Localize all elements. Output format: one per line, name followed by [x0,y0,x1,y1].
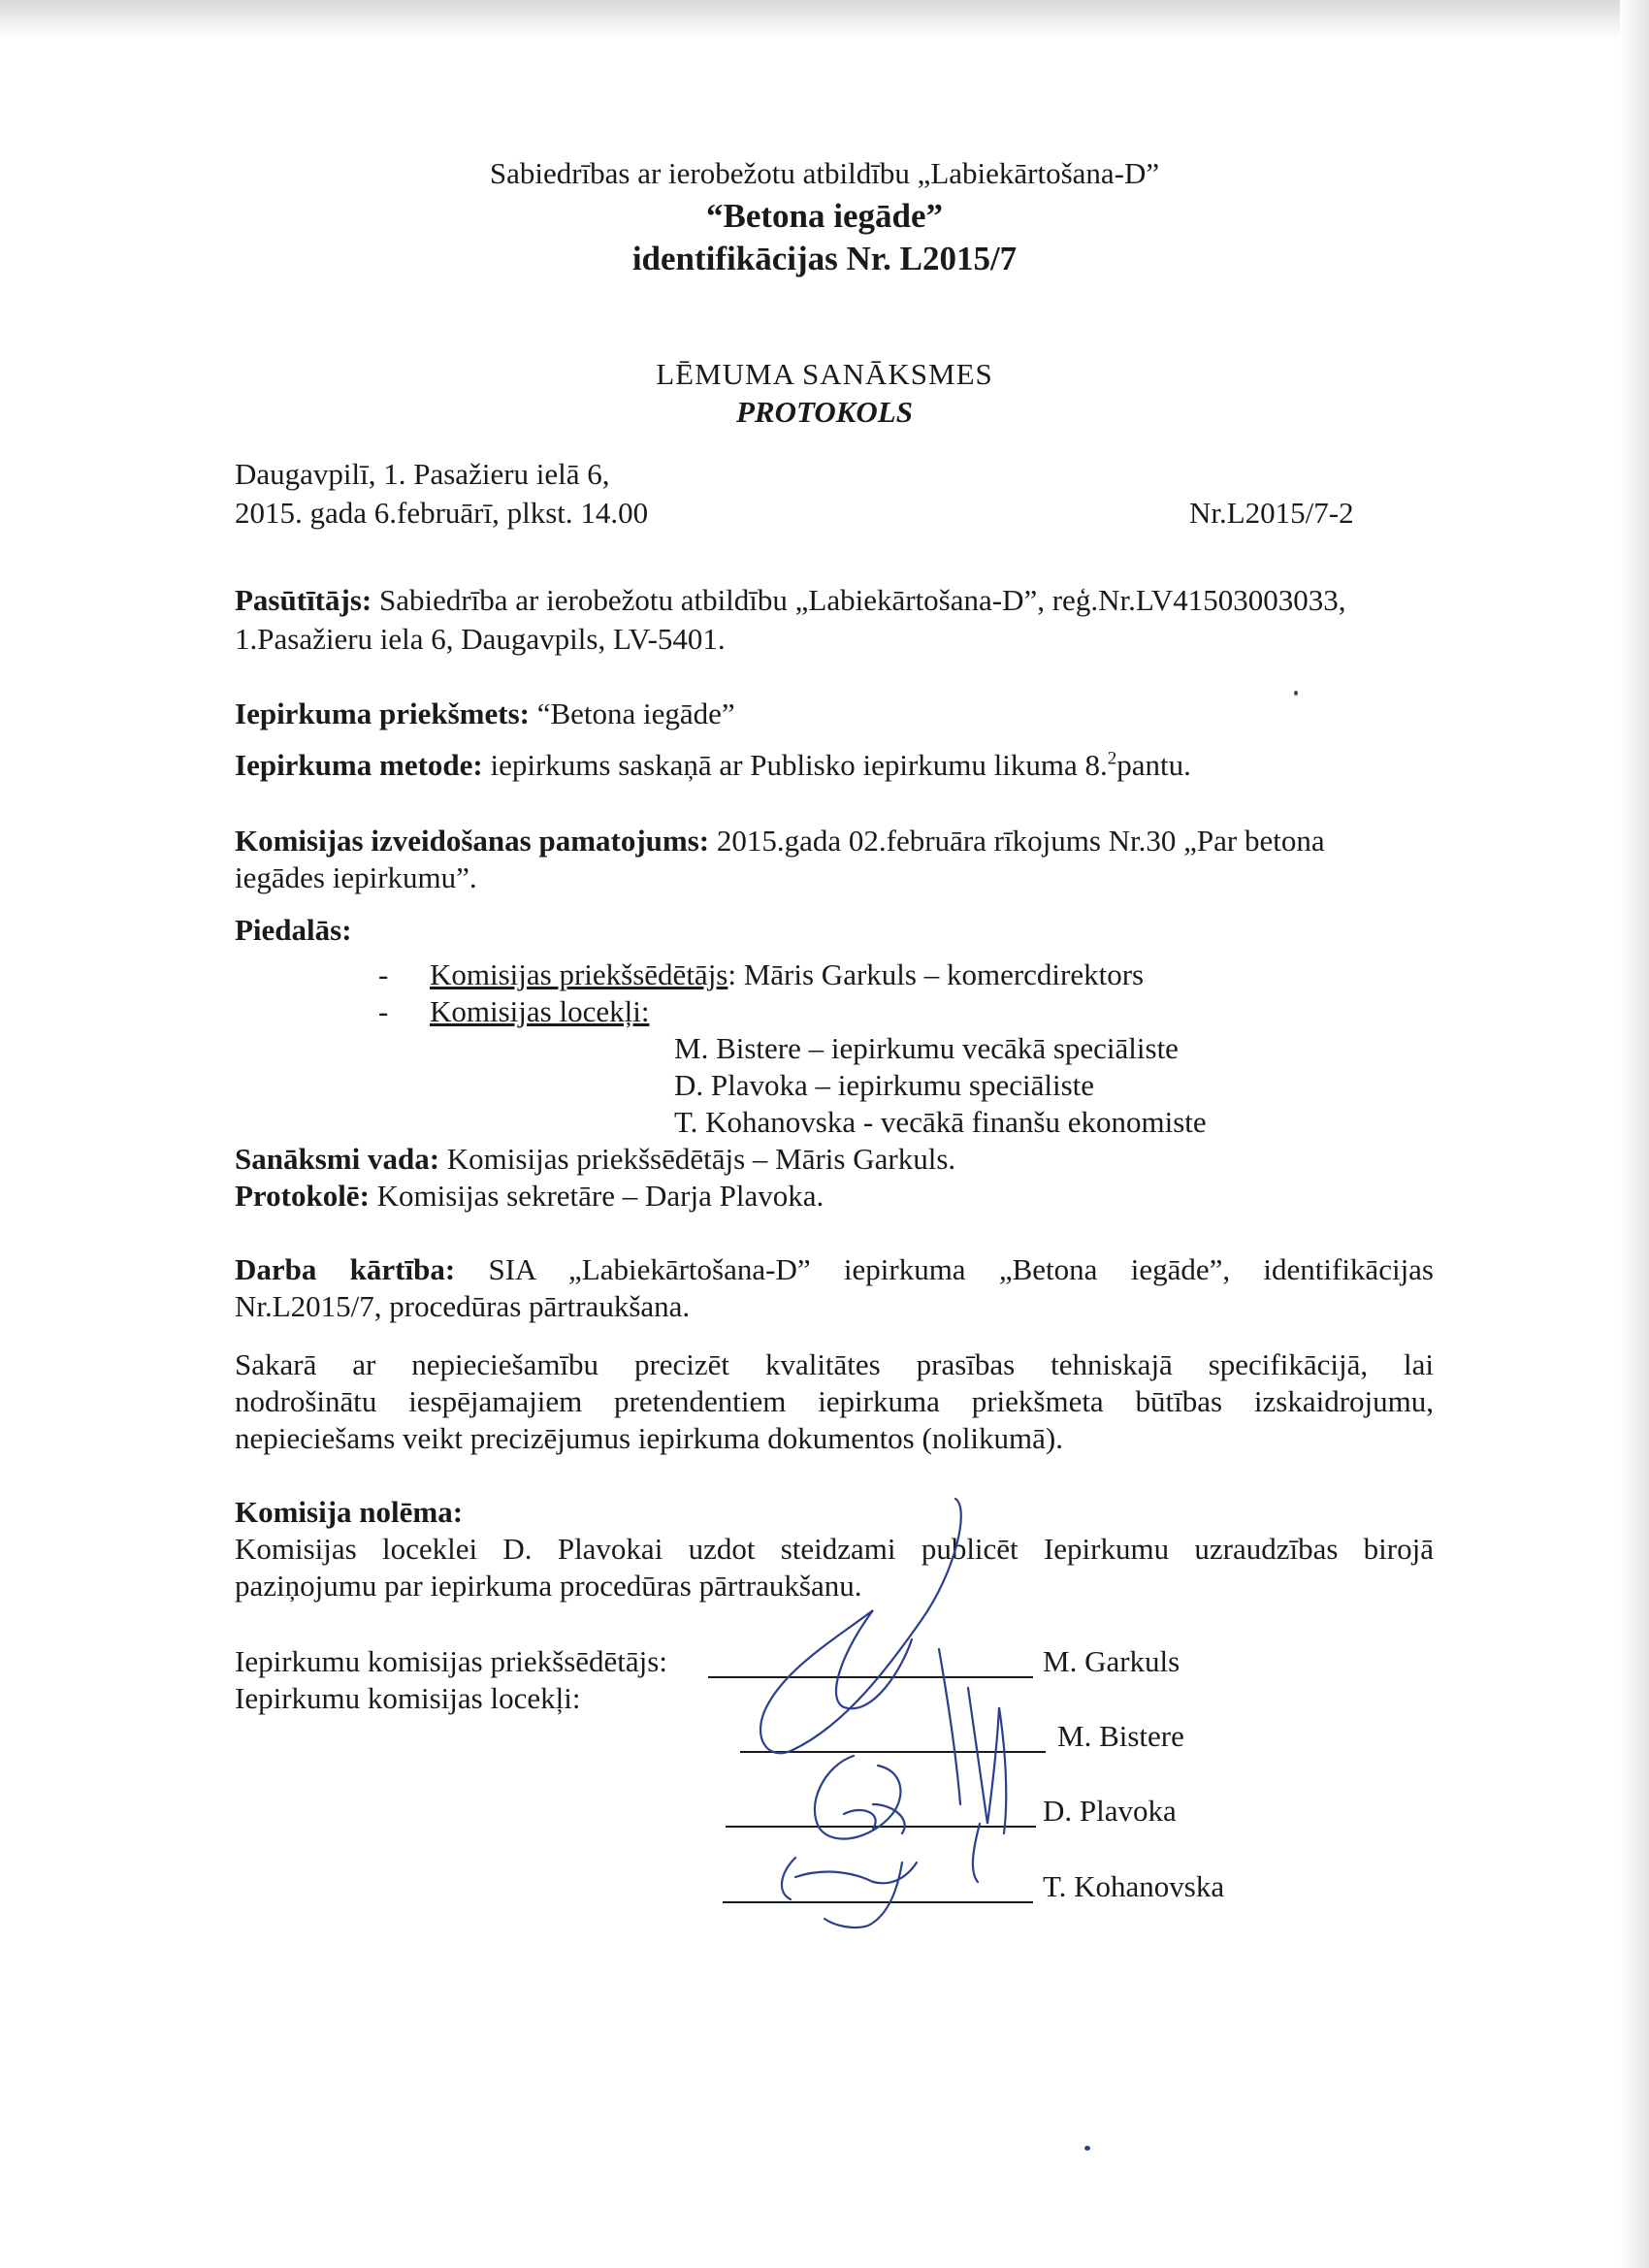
client-line1 [235,582,1346,619]
basis-line2: iegādes iepirkumu”. [235,860,477,894]
procurement-title: “Betona iegāde” [705,197,943,235]
meeting-place: Daugavpilī, 1. Pasažieru ielā 6, [235,457,610,491]
procurement-id: identifikācijas Nr. L2015/7 [631,240,1018,277]
method-text-end: pantu. [1116,748,1191,782]
signatory-name-3: D. Plavoka [1043,1794,1177,1828]
agenda-label: Darba kārtība: [235,1252,456,1286]
attendees-label: Piedalās: [235,913,352,947]
protocol-number: Nr.L2015/7-2 [1189,496,1354,530]
signatory-name-1: M. Garkuls [1043,1644,1180,1678]
protocol-subheading: PROTOKOLS [735,395,913,429]
scan-speck [1084,2146,1090,2151]
attendee-dash-1: - [378,957,389,991]
member-3: T. Kohanovska - vecākā finanšu ekonomiste [674,1105,1207,1139]
member-2: D. Plavoka – iepirkumu speciāliste [674,1068,1095,1102]
signature-kohanovska [782,1858,917,1928]
client-text: Sabiedrība ar ierobežotu atbildību „Labiekārtošana-D”, reģ.Nr.LV41503003033, [372,583,1346,617]
subject-label: Iepirkuma priekšmets: [235,697,530,730]
decision-label: Komisija nolēma: [235,1495,464,1529]
meeting-datetime: 2015. gada 6.februārī, plkst. 14.00 [235,496,649,530]
chair-line [430,956,1144,993]
members-label: Komisijas locekļi: [430,994,650,1028]
signatory-name-2: M. Bistere [1057,1719,1184,1753]
signature-line-2 [740,1751,1046,1753]
leads-text: Komisijas priekšsēdētājs – Māris Garkuls. [439,1142,956,1176]
method-text: iepirkums saskaņā ar Publisko iepirkumu likuma 8. [482,748,1108,782]
decision-line2: paziņojumu par iepirkuma procedūras pārtraukšanu. [235,1569,862,1603]
signature-bistere [939,1649,1006,1882]
signature-line-1 [708,1676,1033,1678]
chair-text: : Māris Garkuls – komercdirektors [728,957,1145,991]
reason-line3: nepieciešams veikt precizējumus iepirkuma dokumentos (nolikumā). [235,1421,1063,1455]
agenda-line2: Nr.L2015/7, procedūras pārtraukšana. [235,1289,691,1323]
decision-line1: Komisijas loceklei D. Plavokai uzdot steidzami publicēt Iepirkumu uzraudzības birojā [235,1532,1434,1566]
subject-text: “Betona iegāde” [529,697,735,730]
reason-line1: Sakarā ar nepieciešamību precizēt kvalitātes prasības tehniskajā specifikācijā, lai [235,1347,1434,1381]
agenda-line1 [235,1251,1434,1288]
reason-line2: nodrošinātu iespējamajiem pretendentiem iepirkuma priekšmeta būtības izskaidrojumu, [235,1384,1434,1418]
recorder-text: Komisijas sekretāre – Darja Plavoka. [369,1179,824,1213]
method-label: Iepirkuma metode: [235,748,483,782]
scan-speck [1294,691,1298,696]
method-superscript: 2 [1107,748,1117,769]
subject-line [235,696,735,732]
basis-line1 [235,823,1325,859]
agenda-text: SIA „Labiekārtošana-D” iepirkuma „Betona iegāde”, identifikācijas [488,1252,1434,1286]
leads-label: Sanāksmi vada: [235,1142,440,1176]
leads-line [235,1141,955,1178]
members-role: Iepirkumu komisijas locekļi: [235,1681,581,1715]
recorder-label: Protokolē: [235,1179,370,1213]
recorder-line [235,1178,824,1215]
member-1: M. Bistere – iepirkumu vecākā speciāliste [674,1031,1179,1065]
basis-text: 2015.gada 02.februāra rīkojums Nr.30 „Par betona [709,824,1325,858]
client-label: Pasūtītājs: [235,583,372,617]
basis-label: Komisijas izveidošanas pamatojums: [235,824,710,858]
signature-line-4 [723,1901,1033,1903]
signature-line-3 [726,1826,1036,1828]
chair-role: Iepirkumu komisijas priekšsēdētājs: [235,1644,667,1678]
chair-label: Komisijas priekšsēdētājs [430,957,728,991]
client-address: 1.Pasažieru iela 6, Daugavpils, LV-5401. [235,622,726,656]
signatory-name-4: T. Kohanovska [1043,1869,1225,1903]
method-line [235,747,1191,784]
protocol-heading: LĒMUMA SANĀKSMES [656,357,993,391]
attendee-dash-2: - [378,994,389,1028]
organization-name: Sabiedrības ar ierobežotu atbildību „Labiekārtošana-D” [489,156,1160,190]
